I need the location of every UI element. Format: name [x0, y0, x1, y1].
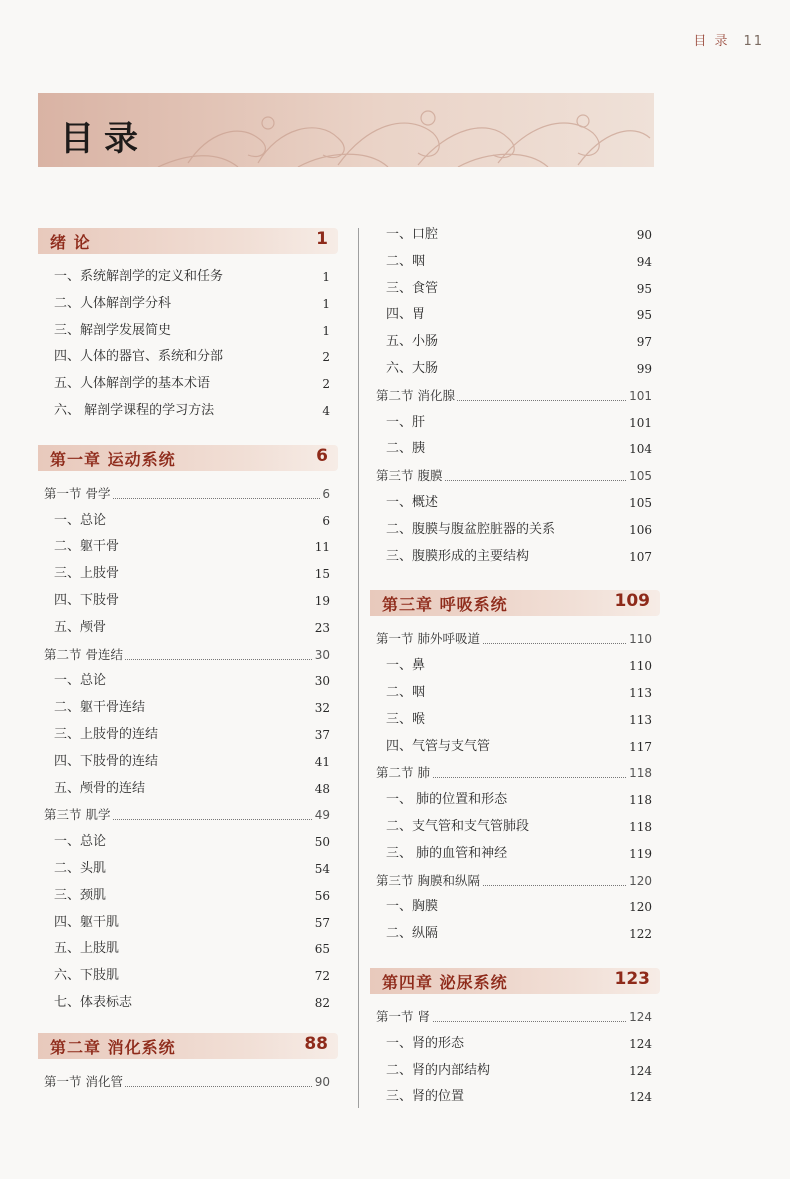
entry-page: 32: [314, 701, 330, 716]
entry-label: 四、胃: [386, 307, 426, 323]
toc-entry[interactable]: [38, 883, 338, 910]
section-label: 第三节 胸膜和纵隔: [376, 868, 482, 895]
entry-label: 三、颈肌: [54, 887, 107, 903]
entry-page: 1: [322, 296, 330, 311]
entry-label: 五、人体解剖学的基本术语: [54, 376, 211, 392]
entry-label: 六、 解剖学课程的学习方法: [54, 402, 215, 418]
entry-label: 三、肾的位置: [386, 1089, 465, 1105]
entry-page: 104: [629, 442, 652, 457]
section-label: 第二节 骨连结: [44, 642, 125, 669]
section-entry[interactable]: [38, 642, 338, 669]
chapter-page: 109: [614, 591, 650, 612]
chapter-page: 6: [316, 445, 328, 466]
running-head-page-number: 11: [743, 34, 764, 49]
toc-banner: [38, 93, 654, 167]
toc-entry[interactable]: [38, 668, 338, 695]
section-label: 第一节 骨学: [44, 481, 112, 508]
toc-entry[interactable]: [38, 829, 338, 856]
toc-entry[interactable]: [38, 963, 338, 990]
toc-entry[interactable]: [38, 318, 338, 345]
entry-label: 七、体表标志: [54, 994, 133, 1010]
entry-label: 二、躯干骨连结: [54, 700, 146, 716]
entry-page: 99: [636, 361, 652, 376]
entry-page: 95: [636, 308, 652, 323]
entry-label: 二、腹膜与腹盆腔脏器的关系: [386, 521, 556, 537]
toc-entry[interactable]: [38, 534, 338, 561]
entry-label: 三、喉: [386, 711, 426, 727]
entry-page: 41: [314, 754, 330, 769]
entry-label: 一、总论: [54, 834, 107, 850]
entry-label: 一、鼻: [386, 658, 426, 674]
entry-page: 11: [314, 540, 330, 555]
section-label: 第二节 消化腺: [376, 383, 457, 410]
toc-entry[interactable]: [370, 707, 660, 734]
entry-page: 2: [322, 377, 330, 392]
entry-page: 118: [629, 819, 652, 834]
entry-label: 四、人体的器官、系统和分部: [54, 349, 224, 365]
section-entry[interactable]: [370, 463, 660, 490]
entry-label: 四、下肢骨: [54, 592, 120, 608]
entry-label: 三、 肺的血管和神经: [386, 845, 508, 861]
toc-entry[interactable]: [38, 936, 338, 963]
toc-entry[interactable]: [38, 910, 338, 937]
entry-page: 124: [629, 1036, 652, 1051]
entry-page: 117: [629, 739, 652, 754]
section-page: 101: [627, 383, 652, 410]
entry-label: 一、系统解剖学的定义和任务: [54, 269, 224, 284]
toc-right-column: [370, 222, 660, 1111]
toc-entry[interactable]: [370, 1031, 660, 1058]
entry-label: 二、人体解剖学分科: [54, 295, 172, 311]
section-entry[interactable]: [38, 481, 338, 508]
toc-entry[interactable]: [38, 722, 338, 749]
chapter-heading[interactable]: [38, 1033, 338, 1059]
entry-label: 四、气管与支气管: [386, 738, 491, 754]
entry-page: 19: [314, 593, 330, 608]
entry-label: 一、总论: [54, 673, 107, 689]
toc-entry[interactable]: [38, 749, 338, 776]
entry-page: 106: [629, 522, 652, 537]
entry-page: 101: [629, 415, 652, 430]
toc-entry[interactable]: [38, 371, 338, 398]
toc-entry[interactable]: [38, 264, 338, 291]
entry-label: 六、大肠: [386, 360, 439, 376]
entry-page: 30: [314, 674, 330, 689]
chapter-heading[interactable]: [38, 228, 338, 254]
entry-label: 一、 肺的位置和形态: [386, 792, 508, 808]
section-entry[interactable]: [370, 626, 660, 653]
section-label: 第一节 消化管: [44, 1069, 125, 1096]
entry-page: 57: [314, 915, 330, 930]
toc-entry[interactable]: [38, 695, 338, 722]
toc-entry[interactable]: [370, 680, 660, 707]
toc-left-column: [38, 228, 338, 1096]
entry-label: 一、总论: [54, 512, 107, 528]
toc-entry[interactable]: [370, 329, 660, 356]
toc-entry[interactable]: [370, 1084, 660, 1111]
toc-entry[interactable]: [370, 787, 660, 814]
entry-label: 二、肾的内部结构: [386, 1062, 491, 1078]
entry-label: 三、解剖学发展简史: [54, 322, 172, 338]
entry-page: 1: [322, 270, 330, 284]
section-page: 110: [627, 626, 652, 653]
running-head: [693, 30, 764, 49]
chapter-heading[interactable]: [370, 968, 660, 994]
toc-entry[interactable]: [370, 222, 660, 249]
toc-entry[interactable]: [38, 561, 338, 588]
entry-label: 一、概述: [386, 494, 439, 510]
section-label: 第三节 肌学: [44, 802, 112, 829]
entry-page: 23: [314, 620, 330, 635]
entry-page: 110: [629, 659, 652, 674]
entry-page: 119: [629, 846, 652, 861]
entry-page: 113: [629, 712, 652, 727]
entry-page: 82: [314, 995, 330, 1010]
section-page: 124: [627, 1004, 652, 1031]
section-entry[interactable]: [370, 383, 660, 410]
entry-page: 72: [314, 969, 330, 984]
section-page: 120: [627, 868, 652, 895]
entry-page: 15: [314, 567, 330, 582]
entry-label: 二、咽: [386, 684, 426, 700]
toc-entry[interactable]: [38, 856, 338, 883]
entry-label: 四、下肢骨的连结: [54, 753, 159, 769]
chapter-title: 第一章 运动系统: [50, 449, 176, 469]
toc-entry[interactable]: [38, 508, 338, 535]
section-entry[interactable]: [370, 760, 660, 787]
toc-entry[interactable]: [370, 921, 660, 948]
entry-label: 三、食管: [386, 280, 439, 296]
entry-label: 六、下肢肌: [54, 968, 120, 984]
toc-title: 目录: [60, 119, 148, 159]
entry-page: 107: [629, 549, 652, 564]
toc-entry[interactable]: [370, 410, 660, 437]
chapter-title: 第四章 泌尿系统: [382, 972, 508, 992]
chapter-page: 88: [304, 1033, 328, 1054]
entry-label: 一、胸膜: [386, 899, 439, 915]
toc-entry[interactable]: [38, 398, 338, 425]
section-label: 第一节 肾: [376, 1004, 432, 1031]
toc-entry[interactable]: [38, 291, 338, 318]
entry-label: 五、小肠: [386, 334, 439, 350]
entry-page: 118: [629, 793, 652, 808]
chapter-page: 1: [316, 229, 328, 249]
entry-page: 4: [322, 403, 330, 418]
toc-entry[interactable]: [370, 734, 660, 761]
entry-page: 113: [629, 685, 652, 700]
entry-page: 6: [322, 513, 330, 528]
entry-label: 二、支气管和支气管肺段: [386, 818, 530, 834]
section-entry[interactable]: [370, 1004, 660, 1031]
chapter-heading[interactable]: [370, 590, 660, 616]
entry-label: 一、肝: [386, 414, 426, 430]
toc-entry[interactable]: [370, 841, 660, 868]
section-label: 第一节 肺外呼吸道: [376, 626, 482, 653]
section-page: 118: [627, 760, 652, 787]
toc-entry[interactable]: [38, 344, 338, 371]
entry-label: 三、腹膜形成的主要结构: [386, 548, 530, 564]
toc-entry[interactable]: [370, 249, 660, 276]
entry-page: 90: [636, 228, 652, 242]
entry-label: 二、咽: [386, 253, 426, 269]
running-head-title: 目 录: [693, 34, 730, 49]
entry-label: 五、颅骨: [54, 619, 107, 635]
toc-entry[interactable]: [38, 588, 338, 615]
entry-page: 122: [629, 927, 652, 942]
entry-page: 50: [314, 835, 330, 850]
entry-label: 三、上肢骨: [54, 566, 120, 582]
entry-label: 二、胰: [386, 441, 426, 457]
section-page: 30: [313, 642, 330, 669]
toc-entry[interactable]: [38, 776, 338, 803]
entry-page: 1: [322, 323, 330, 338]
section-entry[interactable]: [38, 1069, 338, 1096]
entry-label: 一、口腔: [386, 227, 439, 242]
toc-entry[interactable]: [370, 814, 660, 841]
entry-page: 120: [629, 900, 652, 915]
chapter-heading[interactable]: [38, 445, 338, 471]
chapter-page: 123: [614, 968, 650, 989]
section-label: 第三节 腹膜: [376, 463, 444, 490]
entry-page: 54: [314, 861, 330, 876]
entry-label: 二、躯干骨: [54, 539, 120, 555]
chapter-title: 绪 论: [50, 233, 91, 252]
entry-page: 56: [314, 888, 330, 903]
entry-label: 二、纵隔: [386, 926, 439, 942]
entry-label: 五、颅骨的连结: [54, 780, 146, 796]
section-page: 90: [313, 1069, 330, 1096]
section-page: 49: [313, 802, 330, 829]
section-label: 第二节 肺: [376, 760, 432, 787]
chapter-title: 第二章 消化系统: [50, 1037, 176, 1057]
toc-entry[interactable]: [370, 894, 660, 921]
toc-entry[interactable]: [370, 1058, 660, 1085]
column-divider: [358, 228, 359, 1108]
entry-page: 95: [636, 281, 652, 296]
entry-label: 三、上肢骨的连结: [54, 726, 159, 742]
entry-page: 124: [629, 1063, 652, 1078]
entry-label: 四、躯干肌: [54, 914, 120, 930]
entry-page: 105: [629, 495, 652, 510]
section-page: 105: [627, 463, 652, 490]
entry-page: 97: [636, 335, 652, 350]
toc-entry[interactable]: [38, 615, 338, 642]
entry-label: 一、肾的形态: [386, 1035, 465, 1051]
toc-entry[interactable]: [370, 302, 660, 329]
entry-page: 48: [314, 781, 330, 796]
toc-entry[interactable]: [370, 517, 660, 544]
entry-label: 五、上肢肌: [54, 941, 120, 957]
entry-label: 二、头肌: [54, 860, 107, 876]
toc-entry[interactable]: [370, 653, 660, 680]
entry-page: 2: [322, 350, 330, 365]
entry-page: 65: [314, 942, 330, 957]
entry-page: 94: [636, 254, 652, 269]
toc-entry[interactable]: [370, 356, 660, 383]
section-entry[interactable]: [370, 868, 660, 895]
toc-entry[interactable]: [370, 490, 660, 517]
section-entry[interactable]: [38, 802, 338, 829]
section-page: 6: [320, 481, 330, 508]
toc-entry[interactable]: [38, 990, 338, 1017]
toc-entry[interactable]: [370, 276, 660, 303]
entry-page: 37: [314, 727, 330, 742]
toc-entry[interactable]: [370, 544, 660, 571]
entry-page: 124: [629, 1090, 652, 1105]
chapter-title: 第三章 呼吸系统: [382, 595, 508, 615]
toc-entry[interactable]: [370, 436, 660, 463]
